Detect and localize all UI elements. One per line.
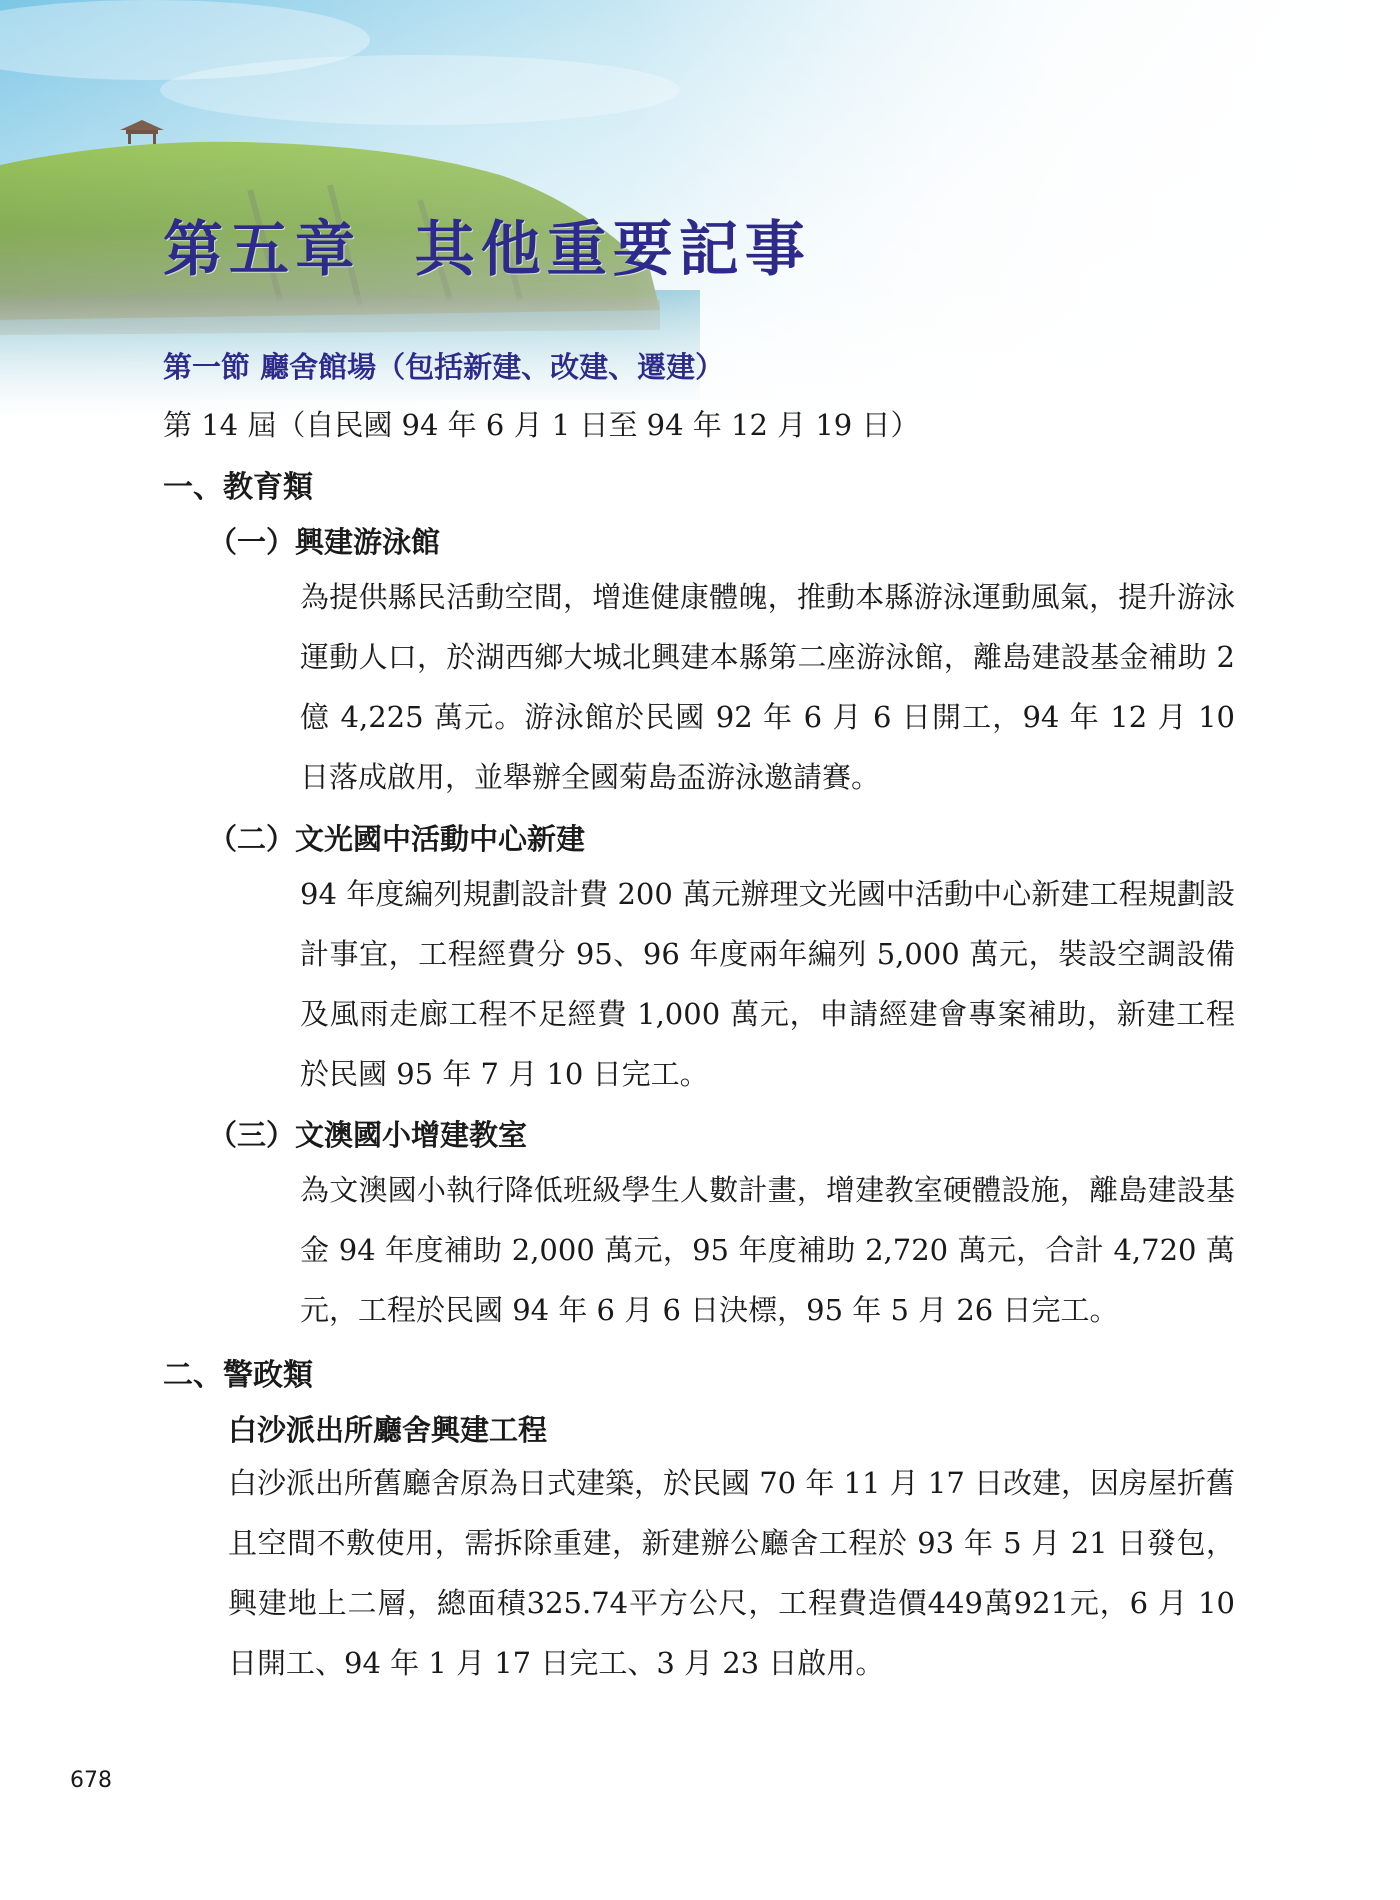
item-heading-police-station: 白沙派出所廳舍興建工程 <box>228 1413 548 1447</box>
page-number: 678 <box>70 1768 112 1793</box>
item-heading-swimming-pool: （一）興建游泳館 <box>208 525 441 559</box>
term-period: 第 14 屆（自民國 94 年 6 月 1 日至 94 年 12 月 19 日） <box>163 408 920 442</box>
paragraph-swimming-pool: 為提供縣民活動空間，增進健康體魄，推動本縣游泳運動風氣，提升游泳運動人口，於湖西鄉大城北興建本縣第二座游泳館，離島建設基金補助 2 億 4,225 萬元。游泳館於民國 92 年 6 月 6 日開工，94 年 12 月 10 日落成啟用，並舉辦全國菊島盃游泳邀請賽。 <box>300 580 1235 794</box>
section-title: 第一節 廳舍館場（包括新建、改建、遷建） <box>163 350 725 384</box>
item-heading-classrooms: （三）文澳國小增建教室 <box>208 1118 528 1152</box>
category-heading-police: 二、警政類 <box>163 1358 313 1393</box>
category-heading-education: 一、教育類 <box>163 470 313 505</box>
paragraph-classrooms: 為文澳國小執行降低班級學生人數計畫，增建教室硬體設施，離島建設基金 94 年度補助 2,000 萬元，95 年度補助 2,720 萬元，合計 4,720 萬元，工程於民國 94 年 6 月 6 日決標，95 年 5 月 26 日完工。 <box>300 1173 1235 1327</box>
paragraph-police-station: 白沙派出所舊廳舍原為日式建築，於民國 70 年 11 月 17 日改建，因房屋折舊且空間不敷使用，需拆除重建，新建辦公廳舍工程於 93 年 5 月 21 日發包，興建地上二層，總面積325.74平方公尺，工程費造價449萬921元，6 月 10 日開工、94 年 1 月 17 日完工、3 月 23 日啟用。 <box>228 1466 1236 1680</box>
chapter-title: 第五章 其他重要記事 <box>163 215 811 285</box>
paragraph-activity-center: 94 年度編列規劃設計費 200 萬元辦理文光國中活動中心新建工程規劃設計事宜，工程經費分 95、96 年度兩年編列 5,000 萬元，裝設空調設備及風雨走廊工程不足經費 1,000 萬元，申請經建會專案補助，新建工程於民國 95 年 7 月 10 日完工。 <box>300 877 1235 1091</box>
item-heading-activity-center: （二）文光國中活動中心新建 <box>208 822 586 856</box>
